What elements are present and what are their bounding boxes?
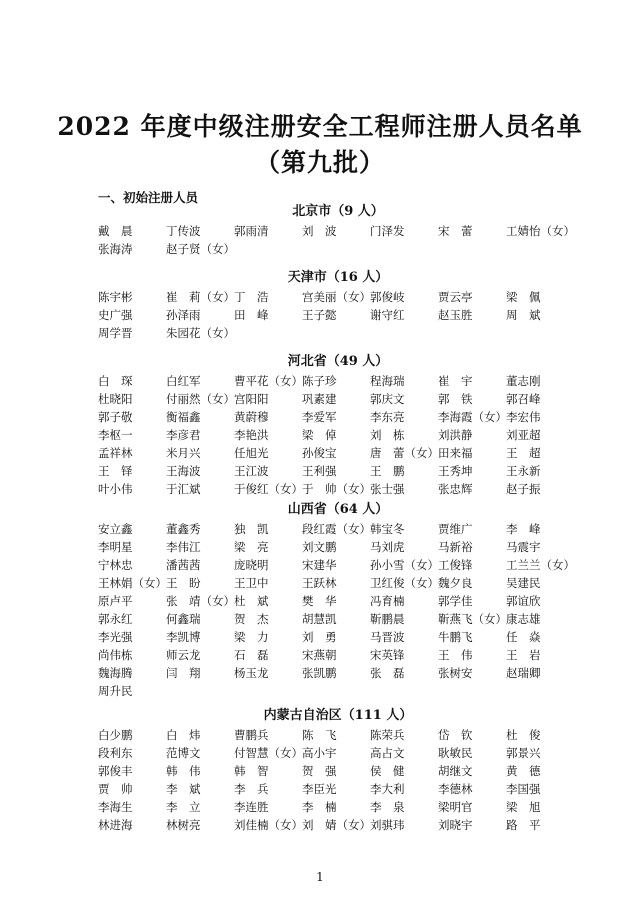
region-inner-mongolia: [98, 706, 578, 834]
person-name: 任旭光: [234, 446, 269, 460]
person-name: 张凯鹏: [302, 666, 337, 680]
person-name: 靳鹏晨: [370, 612, 405, 626]
person-name: 贾 帅: [98, 782, 133, 796]
person-name: 王 铎: [98, 464, 133, 478]
person-name: 王跃林: [302, 576, 337, 590]
section-heading: 一、初始注册人员: [98, 190, 199, 205]
person-name: 魏夕良: [438, 576, 473, 590]
person-name: 梁 倬: [302, 428, 337, 442]
person-name: 郭景兴: [506, 746, 541, 760]
person-name: 李 斌: [166, 782, 201, 796]
person-name: 尚伟栋: [98, 648, 133, 662]
person-name: 宫美丽（女）: [302, 290, 371, 304]
person-name: 丁 浩: [234, 290, 269, 304]
person-name: 周 斌: [506, 308, 541, 322]
person-name: 赵瑞卿: [506, 666, 541, 680]
person-name: 张 磊: [370, 666, 405, 680]
person-name: 梁明官: [438, 800, 473, 814]
person-name: 李 峰: [506, 522, 541, 536]
person-name: 宋 蕾: [438, 224, 473, 238]
person-name: 李大利: [370, 782, 405, 796]
person-name: 张海涛: [98, 242, 133, 256]
region-heading: 山西省（64 人）: [287, 502, 389, 517]
person-name: 胡继文: [438, 764, 473, 778]
person-name: 张忠辉: [438, 482, 473, 496]
region-heading: 天津市（16 人）: [287, 270, 389, 285]
person-name: 郭永红: [98, 612, 133, 626]
person-name: 郭俊岐: [370, 290, 405, 304]
person-name: 史广强: [98, 308, 133, 322]
person-name: 李艳洪: [234, 428, 269, 442]
name-list: [98, 222, 578, 258]
person-name: 朱园花（女）: [166, 326, 235, 340]
person-name: 贾云亭: [438, 290, 473, 304]
person-name: 李国强: [506, 782, 541, 796]
person-name: 张士强: [370, 482, 405, 496]
person-name: 梁 亮: [234, 540, 269, 554]
person-name: 刘 波: [302, 224, 337, 238]
person-name: 刘洪静: [438, 428, 473, 442]
person-name: 马刘虎: [370, 540, 405, 554]
person-name: 刘亚超: [506, 428, 541, 442]
region-tianjin: [98, 268, 578, 342]
person-name: 衡福鑫: [166, 410, 201, 424]
person-name: 宁林忠: [98, 558, 133, 572]
person-name: 庞晓明: [234, 558, 269, 572]
person-name: 叶小伟: [98, 482, 133, 496]
person-name: 韩宝冬: [370, 522, 405, 536]
page-number: 1: [316, 870, 324, 884]
person-name: 李海霞（女）: [438, 410, 507, 424]
person-name: 刘骐玮: [370, 818, 405, 832]
region-heading: 内蒙古自治区（111 人）: [263, 708, 413, 723]
person-name: 马震宇: [506, 540, 541, 554]
person-name: 王海波: [166, 464, 201, 478]
person-name: 宫阳阳: [234, 392, 269, 406]
person-name: 孟祥林: [98, 446, 133, 460]
person-name: 郭庆文: [370, 392, 405, 406]
person-name: 王永新: [506, 464, 541, 478]
person-name: 王 鹏: [370, 464, 405, 478]
person-name: 宋建华: [302, 558, 337, 572]
person-name: 李 立: [166, 800, 201, 814]
person-name: 原卢平: [98, 594, 133, 608]
person-name: 岱 钦: [438, 728, 473, 742]
person-name: 谢守红: [370, 308, 405, 322]
person-name: 靳燕飞（女）: [438, 612, 507, 626]
person-name: 贺 杰: [234, 612, 269, 626]
person-name: 李臣光: [302, 782, 337, 796]
person-name: 杜晓阳: [98, 392, 133, 406]
person-name: 巩素建: [302, 392, 337, 406]
person-name: 范博文: [166, 746, 201, 760]
person-name: 丁传波: [166, 224, 201, 238]
person-name: 李 泉: [370, 800, 405, 814]
person-name: 刘文鹏: [302, 540, 337, 554]
person-name: 石 磊: [234, 648, 269, 662]
person-name: 黄 德: [506, 764, 541, 778]
person-name: 李 兵: [234, 782, 269, 796]
person-name: 郭 铁: [438, 392, 473, 406]
person-name: 李伟江: [166, 540, 201, 554]
person-name: 刘佳楠（女）: [234, 818, 303, 832]
person-name: 戴 晨: [98, 224, 133, 238]
region-heading: 河北省（49 人）: [287, 354, 389, 369]
person-name: 王子懿: [302, 308, 337, 322]
person-name: 段红霞（女）: [302, 522, 371, 536]
person-name: 陈荣兵: [370, 728, 405, 742]
person-name: 樊 华: [302, 594, 337, 608]
person-name: 王林娟（女）: [98, 576, 167, 590]
person-name: 于汇斌: [166, 482, 201, 496]
person-name: 康志雄: [506, 612, 541, 626]
person-name: 陈 飞: [302, 728, 337, 742]
person-name: 宋英锋: [370, 648, 405, 662]
person-name: 李凯博: [166, 630, 201, 644]
person-name: 白 炜: [166, 728, 201, 742]
person-name: 梁 力: [234, 630, 269, 644]
person-name: 赵子贤（女）: [166, 242, 235, 256]
person-name: 韩 智: [234, 764, 269, 778]
person-name: 程海瑞: [370, 374, 405, 388]
person-name: 杨玉龙: [234, 666, 269, 680]
person-name: 王 盼: [166, 576, 201, 590]
person-name: 孙俊宝: [302, 446, 337, 460]
person-name: 李海生: [98, 800, 133, 814]
person-name: 梁 旭: [506, 800, 541, 814]
person-name: 付智慧（女）: [234, 746, 303, 760]
person-name: 米月兴: [166, 446, 201, 460]
person-name: 高小宇: [302, 746, 337, 760]
person-name: 工婧怡（女）: [506, 224, 575, 238]
person-name: 贺 强: [302, 764, 337, 778]
person-name: 崔 宇: [438, 374, 473, 388]
region-beijing: [98, 202, 578, 258]
person-name: 郭谊欣: [506, 594, 541, 608]
person-name: 冯育楠: [370, 594, 405, 608]
person-name: 李宏伟: [506, 410, 541, 424]
person-name: 唐 蕾（女）: [370, 446, 439, 460]
person-name: 李光强: [98, 630, 133, 644]
person-name: 工俊锋: [438, 558, 473, 572]
person-name: 杜 斌: [234, 594, 269, 608]
person-name: 李德林: [438, 782, 473, 796]
person-name: 李枢一: [98, 428, 133, 442]
person-name: 刘 栋: [370, 428, 405, 442]
person-name: 张 靖（女）: [166, 594, 235, 608]
person-name: 孙小雪（女）: [370, 558, 439, 572]
person-name: 梁 佩: [506, 290, 541, 304]
person-name: 田 峰: [234, 308, 269, 322]
person-name: 贾维广: [438, 522, 473, 536]
person-name: 独 凯: [234, 522, 269, 536]
person-name: 白红军: [166, 374, 201, 388]
person-name: 田来福: [438, 446, 473, 460]
person-name: 胡慧凯: [302, 612, 337, 626]
person-name: 黄蔚穆: [234, 410, 269, 424]
person-name: 刘 婧（女）: [302, 818, 371, 832]
person-name: 李彦君: [166, 428, 201, 442]
person-name: 牛鹏飞: [438, 630, 473, 644]
person-name: 于俊红（女）: [234, 482, 303, 496]
person-name: 李爱军: [302, 410, 337, 424]
region-shanxi: [98, 500, 578, 700]
person-name: 王卫中: [234, 576, 269, 590]
person-name: 侯 健: [370, 764, 405, 778]
person-name: 李连胜: [234, 800, 269, 814]
person-name: 安立鑫: [98, 522, 133, 536]
person-name: 何鑫瑞: [166, 612, 201, 626]
person-name: 门泽发: [370, 224, 405, 238]
person-name: 王利强: [302, 464, 337, 478]
person-name: 林进海: [98, 818, 133, 832]
person-name: 马新裕: [438, 540, 473, 554]
person-name: 工兰兰（女）: [506, 558, 575, 572]
person-name: 郭雨清: [234, 224, 269, 238]
person-name: 林树亮: [166, 818, 201, 832]
person-name: 李东亮: [370, 410, 405, 424]
person-name: 韩 伟: [166, 764, 201, 778]
person-name: 郭召峰: [506, 392, 541, 406]
person-name: 周学晋: [98, 326, 133, 340]
region-heading: 北京市（9 人）: [292, 204, 384, 219]
person-name: 杜 俊: [506, 728, 541, 742]
person-name: 付丽然（女）: [166, 392, 235, 406]
person-name: 张树安: [438, 666, 473, 680]
person-name: 董志刚: [506, 374, 541, 388]
person-name: 郭子敬: [98, 410, 133, 424]
person-name: 李明星: [98, 540, 133, 554]
person-name: 赵子振: [506, 482, 541, 496]
person-name: 于 帅（女）: [302, 482, 371, 496]
person-name: 王 岩: [506, 648, 541, 662]
person-name: 曹鹏兵: [234, 728, 269, 742]
person-name: 高占文: [370, 746, 405, 760]
name-list: [98, 288, 578, 342]
person-name: 王江波: [234, 464, 269, 478]
person-name: 吴建民: [506, 576, 541, 590]
person-name: 任 焱: [506, 630, 541, 644]
document-subtitle: （第九批）: [254, 148, 385, 177]
person-name: 孙泽雨: [166, 308, 201, 322]
person-name: 崔 莉（女）: [166, 290, 235, 304]
person-name: 段利东: [98, 746, 133, 760]
name-list: [98, 520, 578, 700]
person-name: 白 琛: [98, 374, 133, 388]
person-name: 师云龙: [166, 648, 201, 662]
person-name: 路 平: [506, 818, 541, 832]
person-name: 刘晓宇: [438, 818, 473, 832]
person-name: 赵玉胜: [438, 308, 473, 322]
person-name: 王 超: [506, 446, 541, 460]
person-name: 陈宇彬: [98, 290, 133, 304]
document-title: 2022 年度中级注册安全工程师注册人员名单: [57, 112, 583, 141]
person-name: 潘茜茜: [166, 558, 201, 572]
person-name: 耿敏民: [438, 746, 473, 760]
person-name: 闫 翔: [166, 666, 201, 680]
person-name: 郭学佳: [438, 594, 473, 608]
region-hebei: [98, 352, 578, 498]
person-name: 王秀坤: [438, 464, 473, 478]
person-name: 马晋波: [370, 630, 405, 644]
person-name: 卫红俊（女）: [370, 576, 439, 590]
person-name: 李 楠: [302, 800, 337, 814]
person-name: 郭俊丰: [98, 764, 133, 778]
name-list: [98, 726, 578, 834]
person-name: 宋燕朝: [302, 648, 337, 662]
person-name: 周升民: [98, 684, 133, 698]
person-name: 白少鹏: [98, 728, 133, 742]
person-name: 王 伟: [438, 648, 473, 662]
name-list: [98, 372, 578, 498]
person-name: 魏海腾: [98, 666, 133, 680]
person-name: 董鑫秀: [166, 522, 201, 536]
person-name: 陈子珍: [302, 374, 337, 388]
person-name: 曹平花（女）: [234, 374, 303, 388]
person-name: 刘 勇: [302, 630, 337, 644]
